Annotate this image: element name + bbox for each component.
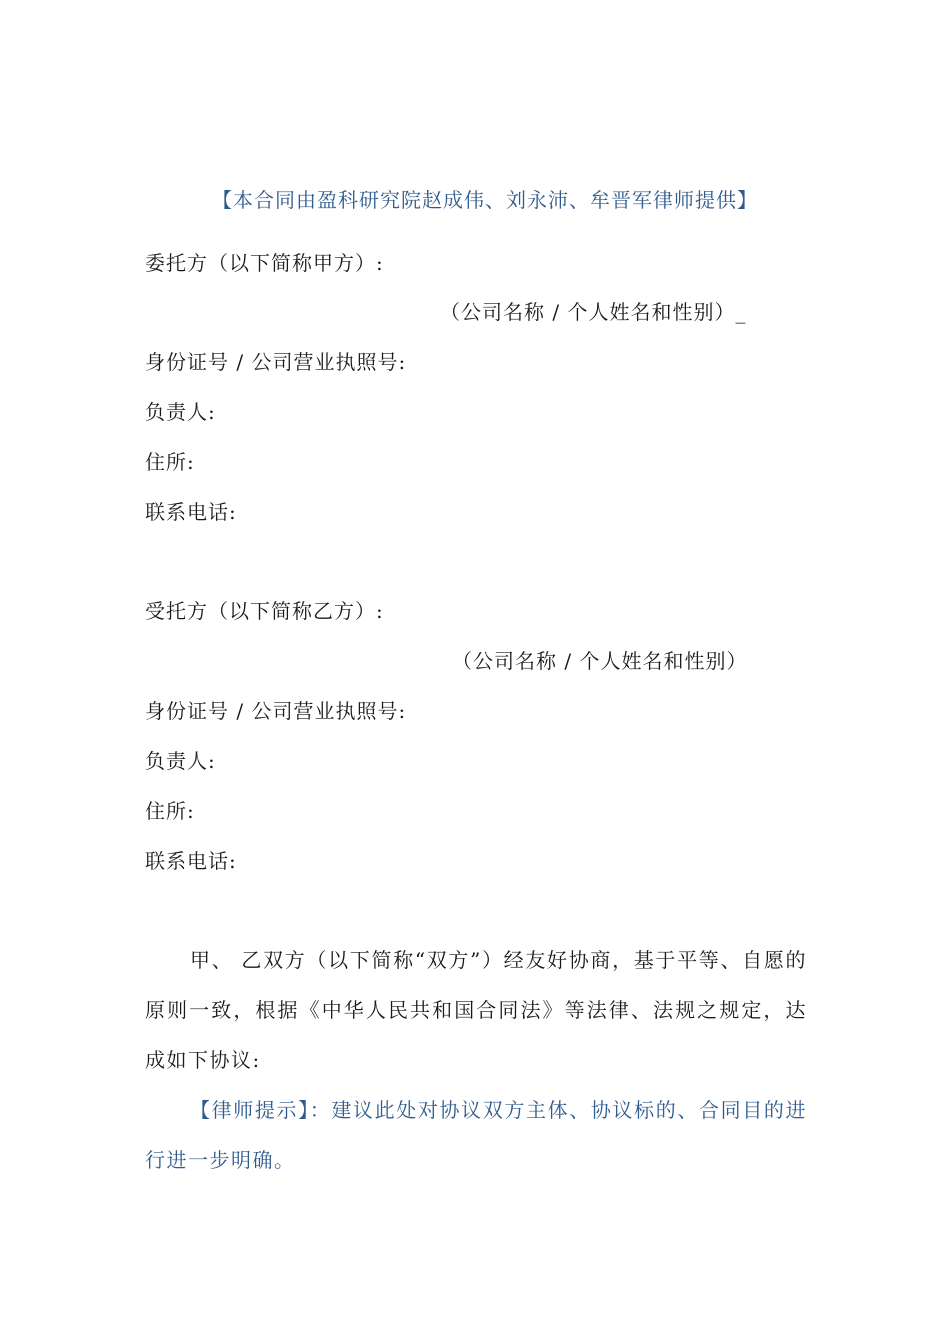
party-b-id-label: 身份证号 / 公司营业执照号: [145, 699, 407, 723]
party-b-name-hint: （公司名称 / 个人姓名和性别） [452, 649, 748, 673]
header-note: 【本合同由盈科研究院赵成伟、刘永沛、牟晋军律师提供】 [212, 188, 758, 212]
party-b-title: 受托方（以下简称乙方）: [145, 599, 384, 623]
party-a-name-hint: （公司名称 / 个人姓名和性别）_ [440, 300, 747, 324]
lawyer-tip: 【律师提示】：建议此处对协议双方主体、协议标的、合同目的进行进一步明确。 [145, 1098, 807, 1172]
party-b-address-label: 住所: [145, 799, 195, 823]
party-b-phone-label: 联系电话: [145, 849, 237, 873]
party-b-responsible-label: 负责人: [145, 749, 216, 773]
party-a-responsible-label: 负责人: [145, 400, 216, 424]
party-a-title: 委托方（以下简称甲方）: [145, 251, 384, 275]
party-a-phone-label: 联系电话: [145, 500, 237, 524]
party-a-id-label: 身份证号 / 公司营业执照号: [145, 350, 407, 374]
party-a-address-label: 住所: [145, 450, 195, 474]
agreement-paragraph: 甲、 乙双方（以下简称“双方”）经友好协商，基于平等、自愿的原则一致，根据《中华人民共和国合同法》等法律、法规之规定，达成如下协议: [145, 948, 807, 1072]
